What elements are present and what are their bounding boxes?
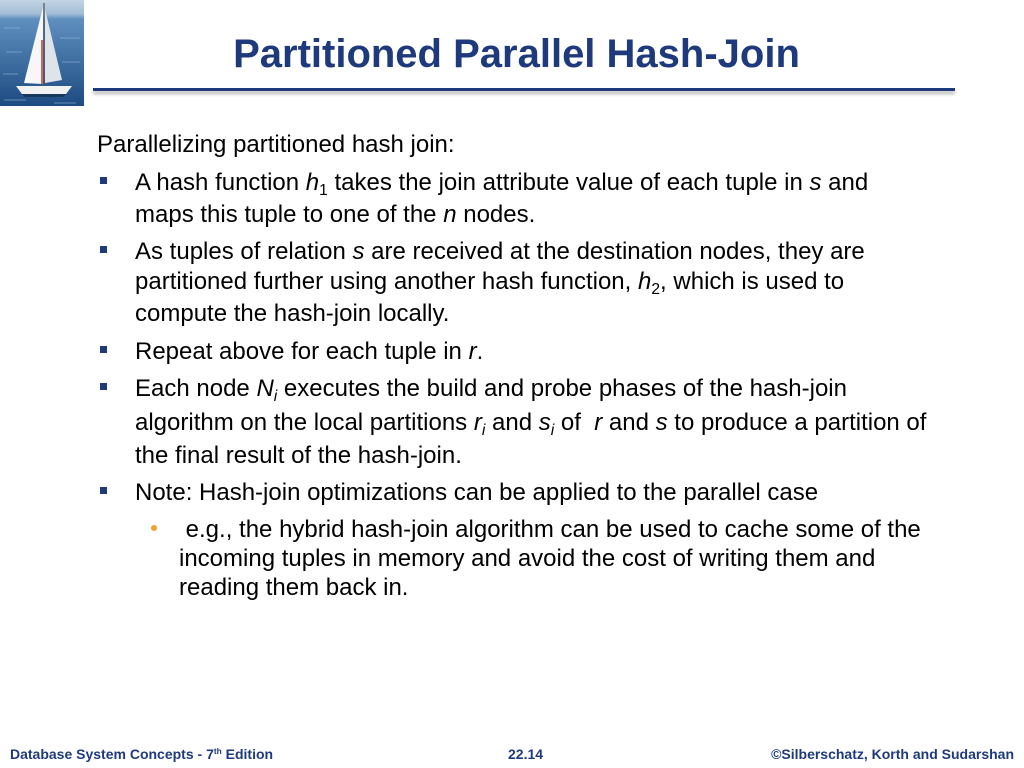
text-run: partitioned further using another hash function, <box>135 268 638 295</box>
text-run: As tuples of relation <box>135 238 353 265</box>
text-run: and <box>602 409 656 436</box>
text-run: of <box>554 409 595 436</box>
subscript-i: i <box>481 421 486 439</box>
subscript-2: 2 <box>651 280 661 298</box>
copyright-text: ©Silberschatz, Korth and Sudarshan <box>771 746 1014 762</box>
title-underline <box>93 88 955 91</box>
text-run: compute the hash-join locally. <box>135 300 450 327</box>
intro-line <box>97 131 455 159</box>
text-run: and <box>821 169 869 196</box>
text-run: e.g., the hybrid hash-join algorithm can be used to cache some of the <box>179 516 921 543</box>
round-bullet-icon <box>151 525 157 531</box>
text-run: , which is used to <box>660 268 845 295</box>
variable-s: s <box>352 238 365 265</box>
intro-text: Parallelizing partitioned hash join: <box>97 131 455 158</box>
square-bullet-icon <box>100 487 107 494</box>
text-run: . <box>476 338 484 365</box>
variable-h: h <box>305 169 320 196</box>
square-bullet-icon <box>100 346 107 353</box>
variable-s: s <box>538 409 551 436</box>
square-bullet-icon <box>100 246 107 253</box>
text-run: A hash function <box>135 169 306 196</box>
book-title: Database System Concepts - 7 <box>10 746 214 762</box>
footer-book-title <box>10 745 273 763</box>
variable-h: h <box>638 268 652 295</box>
variable-s: s <box>655 409 668 436</box>
text-run: Each node <box>135 375 257 402</box>
bullet-1-line-1 <box>135 169 868 197</box>
variable-r: r <box>594 409 603 436</box>
slide-title: Partitioned Parallel Hash-Join <box>233 32 800 76</box>
subscript-1: 1 <box>319 181 328 199</box>
variable-N: N <box>256 375 274 402</box>
footer-page-number <box>508 745 543 763</box>
text-run: maps this tuple to one of the <box>135 201 444 228</box>
text-run: algorithm on the local partitions <box>135 409 474 436</box>
subscript-i: i <box>550 421 555 439</box>
variable-s: s <box>809 169 822 196</box>
variable-r: r <box>468 338 477 365</box>
square-bullet-icon <box>100 177 107 184</box>
text-run: takes the join attribute value of each tuple in <box>327 169 810 196</box>
text-run: and <box>485 409 539 436</box>
bullet-2-line-2 <box>135 268 844 296</box>
edition-label: Edition <box>221 746 274 762</box>
text-run: the final result of the hash-join. <box>135 442 462 469</box>
sub-bullet-line-2 <box>179 545 875 573</box>
subscript-i: i <box>273 387 278 405</box>
text-run: to produce a partition of <box>667 409 927 436</box>
variable-r: r <box>473 409 482 436</box>
text-run: Repeat above for each tuple in <box>135 338 469 365</box>
bullet-2-line-3 <box>135 300 449 328</box>
bullet-3-line-1 <box>135 338 483 366</box>
bullet-4-line-3 <box>135 442 462 470</box>
sub-bullet-line-3 <box>179 574 408 602</box>
footer-copyright <box>771 745 1014 763</box>
sub-bullet-line-1 <box>179 516 921 544</box>
bullet-4-line-1 <box>135 375 847 403</box>
text-run: Note: Hash-join optimizations can be applied to the parallel case <box>135 479 819 506</box>
text-run: executes the build and probe phases of the hash-join <box>277 375 847 402</box>
page-number: 22.14 <box>508 746 544 762</box>
bullet-1-line-2 <box>135 201 535 229</box>
bullet-5-line-1 <box>135 479 818 507</box>
text-run: nodes. <box>456 201 536 228</box>
text-run: are received at the destination nodes, they are <box>364 238 865 265</box>
bullet-2-line-1 <box>135 238 865 266</box>
square-bullet-icon <box>100 383 107 390</box>
text-run: incoming tuples in memory and avoid the cost of writing them and <box>179 545 876 572</box>
text-run: reading them back in. <box>179 574 409 601</box>
bullet-4-line-2 <box>135 409 926 437</box>
variable-n: n <box>443 201 457 228</box>
edition-superscript: th <box>213 746 222 757</box>
